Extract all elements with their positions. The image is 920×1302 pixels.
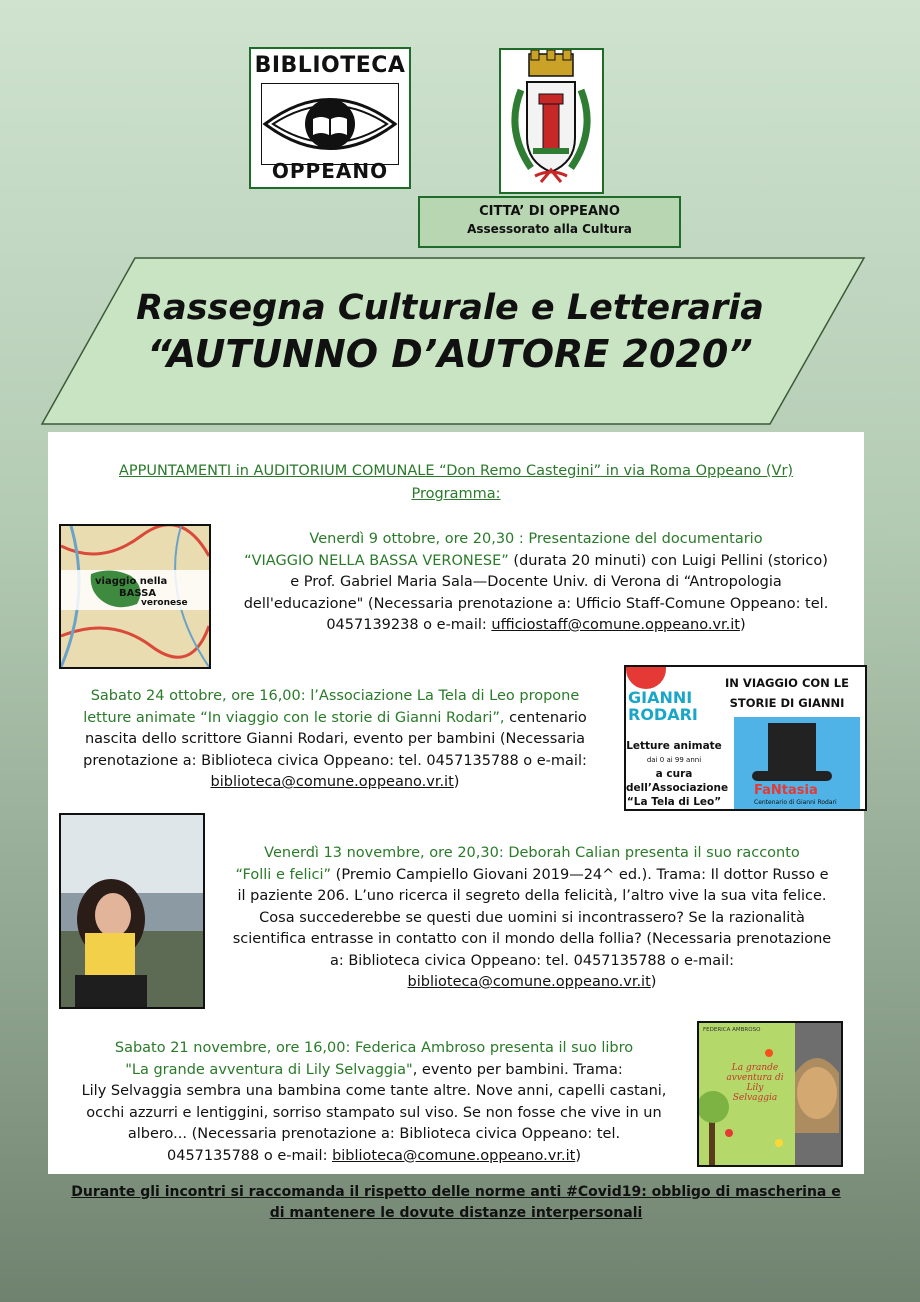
banner-title: “AUTUNNO D’AUTORE 2020” [147, 332, 753, 376]
rodari-poster [624, 665, 867, 811]
event-2-email[interactable]: biblioteca@comune.oppeano.vr.it [210, 774, 454, 790]
venue-line: APPUNTAMENTI in AUDITORIUM COMUNALE “Don Remo Castegini” in via Roma Oppeano (Vr) [118, 463, 794, 479]
poster-sub-1: Letture animate [626, 740, 722, 752]
crest-icon [501, 50, 602, 192]
event-2 [56, 686, 614, 794]
poster-glasses-shape [626, 667, 666, 689]
event-1-intro: Presentazione del documentario [523, 531, 763, 547]
author-photo-calian [59, 813, 205, 1009]
poster-sub-5: “La Tela di Leo” [626, 796, 722, 808]
biblioteca-logo [249, 47, 411, 189]
title-banner [60, 288, 840, 376]
event-1-body-3: dell'educazione" (Necessaria prenotazione a: Ufficio Staff-Comune Oppeano: tel. [243, 595, 829, 612]
covid-notice [48, 1182, 864, 1224]
event-4-date: Sabato 21 novembre, ore 16,00: Federica Ambroso presenta il suo libro [114, 1040, 634, 1056]
book-title-3: Lily [746, 1083, 764, 1093]
book-title-1: La grande [731, 1063, 779, 1073]
event-2-line-2: letture animate “In viaggio con le storie di Gianni Rodari”, [83, 709, 505, 726]
event-3-line-5: scientifica entrasse in contatto con il mondo della follia? (Necessaria prenotazione [232, 931, 832, 947]
covid-notice-line-1: Durante gli incontri si raccomanda il rispetto delle norme anti #Covid19: obbligo di mascherina e [71, 1184, 841, 1200]
documentary-image [59, 524, 211, 669]
poster-title-2: STORIE DI GIANNI [729, 696, 845, 710]
event-2-line-2b: centenario [504, 709, 587, 726]
banner-subtitle: Rassegna Culturale e Letteraria [136, 288, 764, 328]
covid-notice-line-2: di mantenere le dovute distanze interpersonali [269, 1205, 643, 1221]
event-1-body-2: e Prof. Gabriel Maria Sala—Docente Univ. di Verona di “Antropologia [290, 574, 782, 590]
doc-caption-1: viaggio nella [95, 576, 168, 587]
program-panel [48, 432, 864, 1174]
event-3-line-6: a: Biblioteca civica Oppeano: tel. 0457135788 o e-mail: [329, 952, 735, 969]
department-name: Assessorato alla Cultura [467, 222, 632, 236]
event-2-line-1: Sabato 24 ottobre, ore 16,00: l’Associazione La Tela di Leo propone [90, 688, 580, 704]
poster-brand-1: GIANNI [628, 688, 693, 707]
doc-caption-3: veronese [141, 598, 188, 608]
poster-hat-text: FaNtasia [754, 783, 818, 798]
hat-brim [752, 771, 832, 781]
event-4-line-6: 0457135788 o e-mail: [167, 1147, 333, 1164]
poster-sub-2: dai 0 ai 99 anni [646, 756, 702, 764]
city-label [418, 196, 681, 248]
logo-top-text: BIBLIOTECA [254, 53, 406, 78]
city-crest [499, 48, 604, 194]
event-1-body-4: 0457139238 o e-mail: [326, 617, 492, 633]
event-1-email[interactable]: ufficiostaff@comune.oppeano.vr.it [491, 617, 740, 633]
book-author: FEDERICA AMBROSO [703, 1027, 761, 1033]
event-3-email[interactable]: biblioteca@comune.oppeano.vr.it [407, 974, 651, 990]
event-2-line-4: prenotazione a: Biblioteca civica Oppeano: tel. 0457135788 o e-mail: [83, 752, 587, 769]
eye-book-icon [261, 83, 399, 165]
doc-caption-2: BASSA [119, 588, 157, 599]
poster-sub-4: dell’Associazione [626, 782, 729, 794]
event-4-line-3: Lily Selvaggia sembra una bambina come tante altre. Nove anni, capelli castani, [81, 1083, 667, 1099]
poster-hat-sub: Centenario di Gianni Rodari [754, 799, 837, 806]
event-2-line-3: nascita dello scrittore Gianni Rodari, evento per bambini (Necessaria [84, 731, 586, 747]
book-title-2: avventura di [726, 1073, 784, 1083]
event-2-end: ) [453, 774, 460, 790]
event-3-date: Venerdì 13 novembre, ore 20,30: Deborah Calian presenta il suo racconto [264, 845, 800, 861]
poster-brand [628, 689, 698, 723]
event-3-line-3: il paziente 206. L’uno ricerca il segreto della felicità, l’altro vive la sua vita felice. [237, 888, 827, 904]
event-4-email[interactable]: biblioteca@comune.oppeano.vr.it [332, 1147, 576, 1164]
event-4-line-5: albero... (Necessaria prenotazione a: Biblioteca civica Oppeano: tel. [127, 1126, 621, 1142]
poster-sub-3: a cura [655, 768, 693, 780]
hat-shape [768, 723, 816, 773]
event-1-end: ) [740, 617, 746, 633]
event-4 [56, 1038, 692, 1167]
poster-title-1: IN VIAGGIO CON LE [725, 676, 849, 690]
event-3-title: “Folli e felici” [235, 866, 332, 883]
poster-subtitle [626, 739, 729, 809]
event-4-title: "La grande avventura di Lily Selvaggia" [125, 1061, 413, 1078]
event-1-date: Venerdì 9 ottobre, ore 20,30 : [309, 531, 524, 547]
event-1 [216, 529, 856, 637]
poster-illustration [734, 717, 860, 809]
event-1-body-1: (durata 20 minuti) con Luigi Pellini (storico) [508, 552, 828, 569]
poster-brand-2: RODARI [628, 705, 698, 724]
event-4-line-4: occhi azzurri e lentiggini, sorriso stampato sul viso. Se non fosse che vive in un [86, 1104, 662, 1121]
book-cover-lily [697, 1021, 843, 1167]
event-4-after-title: , evento per bambini. Trama: [412, 1061, 623, 1078]
event-4-end: ) [575, 1147, 581, 1164]
event-3-line-2: (Premio Campiello Giovani 2019—24^ ed.). Trama: Il dottor Russo e [331, 866, 829, 883]
event-1-title: “VIAGGIO NELLA BASSA VERONESE” [244, 552, 509, 569]
program-header [48, 460, 864, 506]
book-title-4: Selvaggia [732, 1093, 778, 1103]
book-title [725, 1063, 785, 1103]
program-label: Programma: [411, 486, 501, 502]
city-name: CITTA’ DI OPPEANO [479, 204, 620, 219]
event-3-end: ) [650, 974, 657, 990]
logo-bottom-text: OPPEANO [271, 159, 389, 183]
event-3 [208, 843, 856, 994]
event-3-line-4: Cosa succederebbe se questi due uomini si incontrassero? Se la razionalità [259, 909, 805, 926]
